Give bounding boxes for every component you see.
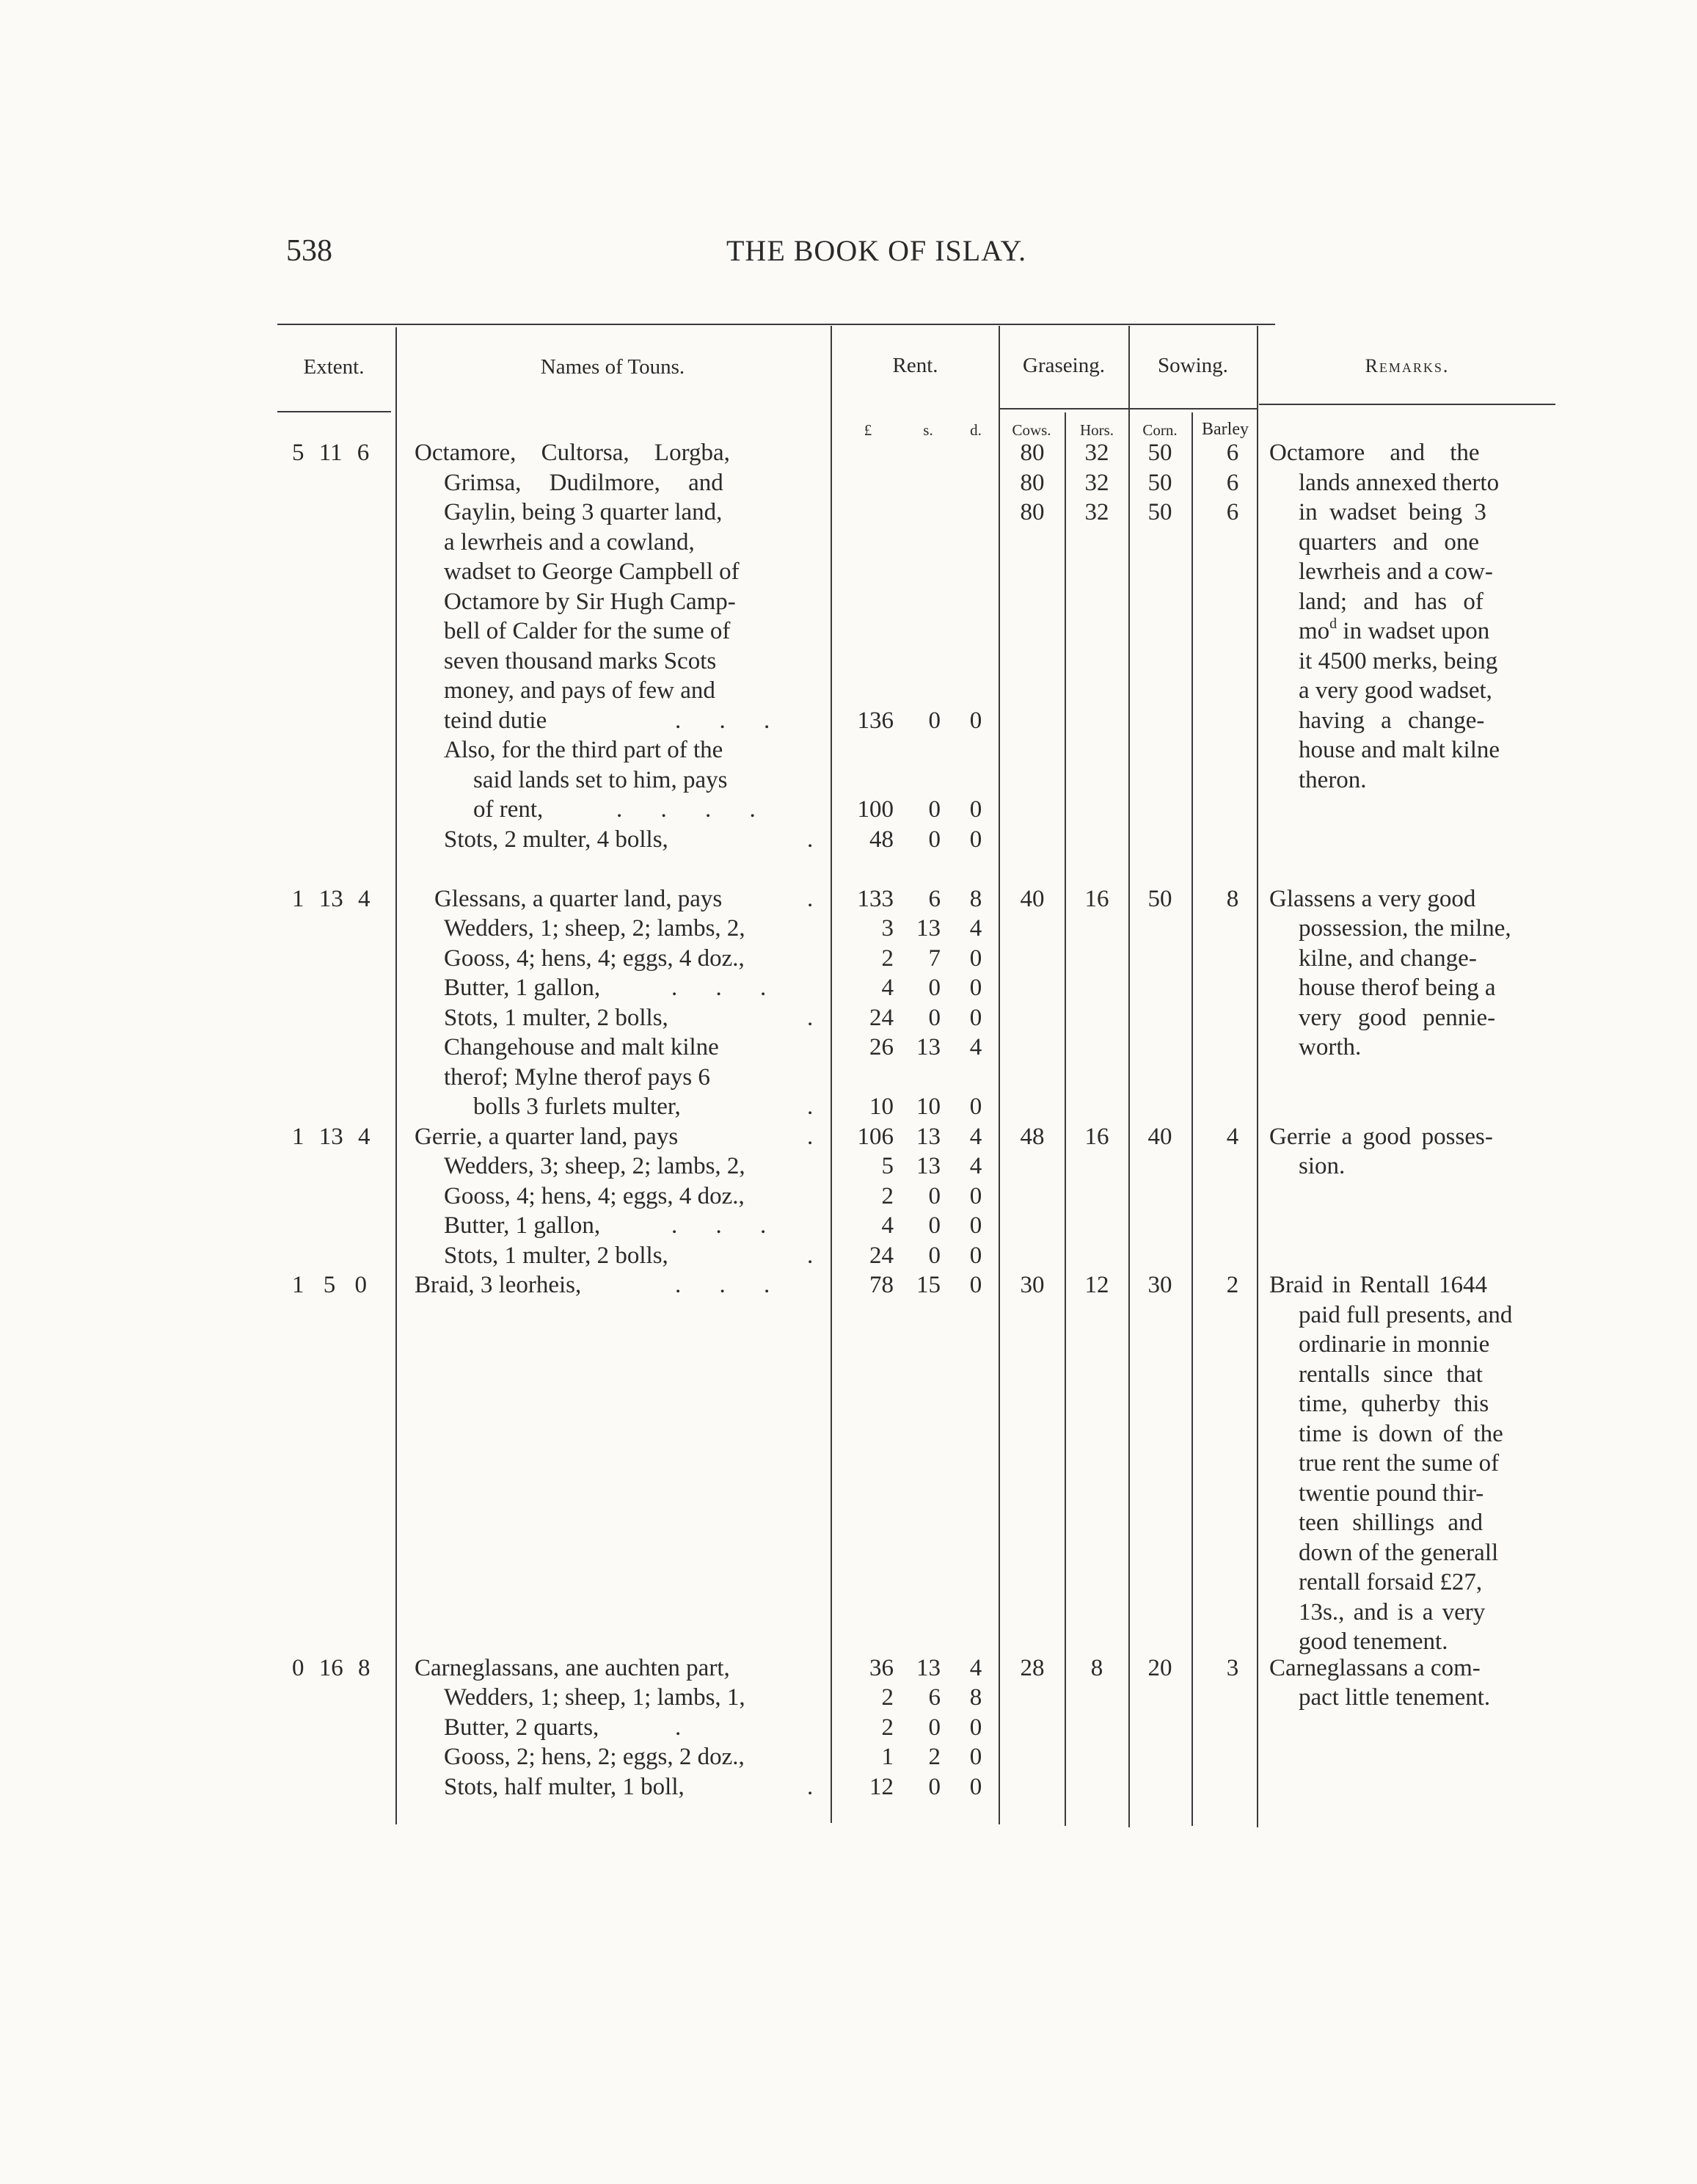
leader-dots: . bbox=[807, 1093, 830, 1120]
remarks-line: a very good wadset, bbox=[1299, 677, 1492, 704]
names-line: Changehouse and malt kilne bbox=[444, 1034, 719, 1060]
names-line: Butter, 1 gallon, bbox=[444, 975, 601, 1001]
col-divider-names bbox=[831, 326, 832, 1823]
hors-value: 16 bbox=[1084, 1124, 1109, 1150]
leader-dots: . . . bbox=[675, 1272, 787, 1298]
rent-pounds: 2 bbox=[881, 1714, 894, 1741]
rent-shillings: 0 bbox=[928, 1714, 941, 1741]
corn-value: 50 bbox=[1147, 499, 1172, 525]
rent-pence: 0 bbox=[969, 1272, 982, 1298]
rent-pounds: 5 bbox=[881, 1153, 894, 1179]
cows-value: 80 bbox=[1020, 499, 1045, 525]
leader-dots: . bbox=[807, 886, 830, 912]
running-head: THE BOOK OF ISLAY. bbox=[726, 234, 1027, 267]
rent-shillings: 2 bbox=[928, 1744, 941, 1770]
leader-dots: . . . bbox=[671, 1212, 783, 1239]
remarks-line: quarters and one bbox=[1299, 529, 1480, 556]
rent-pence: 0 bbox=[969, 707, 982, 734]
remarks-line: theron. bbox=[1299, 767, 1367, 793]
table-top-rule bbox=[277, 324, 1275, 325]
rent-shillings: 0 bbox=[928, 1005, 941, 1031]
col-divider-corn bbox=[1191, 412, 1193, 1826]
barley-value: 8 bbox=[1226, 886, 1239, 912]
rent-pounds: 133 bbox=[857, 886, 894, 912]
rent-pounds: 4 bbox=[881, 1212, 894, 1239]
remarks-line: having a change- bbox=[1299, 707, 1485, 734]
names-line: Also, for the third part of the bbox=[444, 737, 723, 763]
remarks-line: Braid in Rentall 1644 bbox=[1269, 1272, 1488, 1298]
rent-shillings: 13 bbox=[916, 1153, 941, 1179]
leader-dots: . . . bbox=[675, 707, 787, 734]
corn-value: 50 bbox=[1147, 440, 1172, 466]
names-line: Octamore by Sir Hugh Camp- bbox=[444, 589, 736, 615]
leader-dots: . bbox=[807, 1005, 830, 1031]
names-line: said lands set to him, pays bbox=[473, 767, 728, 793]
leader-dots: . bbox=[807, 1242, 830, 1269]
col-divider-sowing bbox=[1257, 326, 1258, 1827]
rent-pounds: 100 bbox=[857, 796, 894, 823]
rent-pence: 0 bbox=[969, 1005, 982, 1031]
header-graseing: Graseing. bbox=[1023, 354, 1105, 377]
extent-value: 1 13 4 bbox=[292, 1124, 371, 1150]
rent-pounds: 24 bbox=[869, 1005, 894, 1031]
remarks-line: worth. bbox=[1299, 1034, 1362, 1060]
names-line: Gaylin, being 3 quarter land, bbox=[444, 499, 723, 525]
hors-value: 32 bbox=[1084, 470, 1109, 496]
names-line: Wedders, 3; sheep, 2; lambs, 2, bbox=[444, 1153, 745, 1179]
barley-value: 4 bbox=[1226, 1124, 1239, 1150]
leader-dots: . . . . bbox=[616, 796, 772, 823]
col-divider-extent bbox=[395, 327, 397, 1824]
rent-pence: 4 bbox=[969, 915, 982, 942]
page-number: 538 bbox=[286, 234, 332, 268]
cows-value: 28 bbox=[1020, 1655, 1045, 1681]
rent-shillings: 13 bbox=[916, 1655, 941, 1681]
remarks-line: true rent the sume of bbox=[1299, 1450, 1500, 1477]
names-line: Stots, 1 multer, 2 bolls, bbox=[444, 1005, 668, 1031]
names-line: Stots, 1 multer, 2 bolls, bbox=[444, 1242, 668, 1269]
header-sowing: Sowing. bbox=[1158, 354, 1228, 377]
extent-header-rule bbox=[277, 411, 391, 412]
names-line: Stots, 2 multer, 4 bolls, bbox=[444, 826, 668, 853]
corn-value: 50 bbox=[1147, 886, 1172, 912]
names-line: Gooss, 4; hens, 4; eggs, 4 doz., bbox=[444, 945, 745, 972]
extent-value: 0 16 8 bbox=[292, 1655, 371, 1681]
leader-dots: . bbox=[807, 826, 830, 853]
names-line: teind dutie bbox=[444, 707, 547, 734]
header-pound: £ bbox=[864, 421, 872, 439]
header-remarks: Remarks. bbox=[1365, 355, 1450, 376]
corn-value: 50 bbox=[1147, 470, 1172, 496]
leader-dots: . bbox=[675, 1714, 698, 1741]
rent-pounds: 106 bbox=[857, 1124, 894, 1150]
rent-pence: 0 bbox=[969, 1093, 982, 1120]
rent-shillings: 6 bbox=[928, 886, 941, 912]
names-line: Gerrie, a quarter land, pays bbox=[415, 1124, 679, 1150]
remarks-line: teen shillings and bbox=[1299, 1510, 1483, 1536]
remarks-line-rest: in wadset upon bbox=[1337, 618, 1490, 644]
remarks-line: time is down of the bbox=[1299, 1421, 1503, 1447]
col-divider-rent bbox=[999, 326, 1000, 1824]
remarks-line: down of the generall bbox=[1299, 1540, 1499, 1566]
rent-shillings: 0 bbox=[928, 826, 941, 853]
rent-shillings: 7 bbox=[928, 945, 941, 972]
names-line: Grimsa, Dudilmore, and bbox=[444, 470, 723, 496]
remarks-line: lands annexed therto bbox=[1299, 470, 1500, 496]
barley-value: 6 bbox=[1226, 440, 1239, 466]
names-line: a lewrheis and a cowland, bbox=[444, 529, 695, 556]
names-line: Carneglassans, ane auchten part, bbox=[415, 1655, 730, 1681]
names-line: bell of Calder for the sume of bbox=[444, 618, 731, 644]
cows-value: 80 bbox=[1020, 470, 1045, 496]
rent-pounds: 10 bbox=[869, 1093, 894, 1120]
names-line: Glessans, a quarter land, pays bbox=[434, 886, 723, 912]
leader-dots: . bbox=[807, 1124, 830, 1150]
remarks-line: in wadset being 3 bbox=[1299, 499, 1486, 525]
names-line: Octamore, Cultorsa, Lorgba, bbox=[415, 440, 730, 466]
barley-value: 2 bbox=[1226, 1272, 1239, 1298]
hors-value: 32 bbox=[1084, 499, 1109, 525]
rent-shillings: 13 bbox=[916, 915, 941, 942]
leader-dots: . . . bbox=[671, 975, 783, 1001]
remarks-line: lewrheis and a cow- bbox=[1299, 558, 1493, 585]
cows-value: 80 bbox=[1020, 440, 1045, 466]
rent-pounds: 2 bbox=[881, 1684, 894, 1711]
header-shilling: s. bbox=[923, 421, 933, 439]
remarks-line: rentall forsaid £27, bbox=[1299, 1569, 1483, 1595]
rent-pence: 0 bbox=[969, 1183, 982, 1209]
rent-shillings: 10 bbox=[916, 1093, 941, 1120]
header-cows: Cows. bbox=[1012, 421, 1051, 439]
remarks-line: Octamore and the bbox=[1269, 440, 1480, 466]
rent-pounds: 136 bbox=[857, 707, 894, 734]
names-line: Gooss, 4; hens, 4; eggs, 4 doz., bbox=[444, 1183, 745, 1209]
remarks-line: Carneglassans a com- bbox=[1269, 1655, 1481, 1681]
remarks-line: very good pennie- bbox=[1299, 1005, 1496, 1031]
extent-value: 1 5 0 bbox=[292, 1272, 367, 1298]
rent-shillings: 0 bbox=[928, 1212, 941, 1239]
rent-pounds: 78 bbox=[869, 1272, 894, 1298]
rent-pence: 8 bbox=[969, 1684, 982, 1711]
corn-value: 40 bbox=[1147, 1124, 1172, 1150]
hors-value: 8 bbox=[1090, 1655, 1103, 1681]
names-line: wadset to George Campbell of bbox=[444, 558, 740, 585]
header-names: Names of Touns. bbox=[540, 355, 685, 379]
cows-value: 40 bbox=[1020, 886, 1045, 912]
header-hors: Hors. bbox=[1079, 421, 1114, 439]
remarks-line: it 4500 merks, being bbox=[1299, 648, 1498, 674]
names-line: Braid, 3 leorheis, bbox=[415, 1272, 582, 1298]
remarks-line: Glassens a very good bbox=[1269, 886, 1476, 912]
corn-value: 30 bbox=[1147, 1272, 1172, 1298]
names-line: Gooss, 2; hens, 2; eggs, 2 doz., bbox=[444, 1744, 745, 1770]
barley-value: 6 bbox=[1226, 470, 1239, 496]
rent-shillings: 0 bbox=[928, 707, 941, 734]
rent-pence: 0 bbox=[969, 826, 982, 853]
remarks-line: house and malt kilne bbox=[1299, 737, 1500, 763]
remarks-line: land; and has of bbox=[1299, 589, 1483, 615]
rent-pence: 0 bbox=[969, 975, 982, 1001]
rent-pence: 0 bbox=[969, 1774, 982, 1800]
rent-pence: 4 bbox=[969, 1655, 982, 1681]
remarks-line: paid full presents, and bbox=[1299, 1302, 1513, 1328]
rent-pounds: 1 bbox=[881, 1744, 894, 1770]
hors-value: 16 bbox=[1084, 886, 1109, 912]
rent-pounds: 48 bbox=[869, 826, 894, 853]
rent-pence: 4 bbox=[969, 1124, 982, 1150]
corn-value: 20 bbox=[1147, 1655, 1172, 1681]
rent-shillings: 0 bbox=[928, 796, 941, 823]
rent-pounds: 36 bbox=[869, 1655, 894, 1681]
leader-dots: . bbox=[807, 1774, 830, 1800]
remarks-superscript: d bbox=[1329, 616, 1337, 632]
names-line: Butter, 2 quarts, bbox=[444, 1714, 599, 1741]
rent-pence: 0 bbox=[969, 1242, 982, 1269]
rent-shillings: 0 bbox=[928, 1774, 941, 1800]
rent-pence: 0 bbox=[969, 1744, 982, 1770]
names-line: bolls 3 furlets multer, bbox=[473, 1093, 681, 1120]
names-line: Wedders, 1; sheep, 1; lambs, 1, bbox=[444, 1684, 745, 1711]
remarks-line: pact little tenement. bbox=[1299, 1684, 1491, 1711]
remarks-line: sion. bbox=[1299, 1153, 1346, 1179]
remarks-line: Gerrie a good posses- bbox=[1269, 1124, 1493, 1150]
cows-value: 30 bbox=[1020, 1272, 1045, 1298]
rent-shillings: 0 bbox=[928, 975, 941, 1001]
rent-pounds: 2 bbox=[881, 945, 894, 972]
rent-pence: 0 bbox=[969, 1714, 982, 1741]
col-divider-graseing bbox=[1128, 326, 1130, 1827]
names-line: therof; Mylne therof pays 6 bbox=[444, 1064, 710, 1091]
header-extent: Extent. bbox=[303, 355, 365, 379]
rent-shillings: 13 bbox=[916, 1034, 941, 1060]
rent-shillings: 15 bbox=[916, 1272, 941, 1298]
rent-pence: 8 bbox=[969, 886, 982, 912]
rent-shillings: 6 bbox=[928, 1684, 941, 1711]
remarks-header-rule bbox=[1259, 404, 1555, 405]
remarks-line: kilne, and change- bbox=[1299, 945, 1477, 972]
header-penny: d. bbox=[970, 421, 982, 439]
rent-shillings: 0 bbox=[928, 1183, 941, 1209]
remarks-line: ordinarie in monnie bbox=[1299, 1331, 1490, 1358]
names-line: seven thousand marks Scots bbox=[444, 648, 717, 674]
cows-value: 48 bbox=[1020, 1124, 1045, 1150]
extent-value: 5 11 6 bbox=[292, 440, 370, 466]
rent-pence: 4 bbox=[969, 1034, 982, 1060]
names-line: Butter, 1 gallon, bbox=[444, 1212, 601, 1239]
remarks-line: good tenement. bbox=[1299, 1628, 1448, 1655]
header-barley: Barley bbox=[1202, 420, 1249, 439]
rent-pounds: 12 bbox=[869, 1774, 894, 1800]
rent-pounds: 24 bbox=[869, 1242, 894, 1269]
rent-pounds: 2 bbox=[881, 1183, 894, 1209]
remarks-line: twentie pound thir- bbox=[1299, 1480, 1484, 1507]
remarks-line: rentalls since that bbox=[1299, 1361, 1483, 1388]
hors-value: 12 bbox=[1084, 1272, 1109, 1298]
remarks-line bbox=[1299, 616, 1489, 646]
remarks-line: 13s., and is a very bbox=[1299, 1599, 1486, 1626]
remarks-abbrev: mo bbox=[1299, 618, 1330, 644]
rent-pence: 0 bbox=[969, 945, 982, 972]
rent-pounds: 4 bbox=[881, 975, 894, 1001]
rent-pence: 0 bbox=[969, 1212, 982, 1239]
hors-value: 32 bbox=[1084, 440, 1109, 466]
barley-value: 3 bbox=[1226, 1655, 1239, 1681]
rent-shillings: 0 bbox=[928, 1242, 941, 1269]
remarks-line: time, quherby this bbox=[1299, 1391, 1489, 1417]
barley-value: 6 bbox=[1226, 499, 1239, 525]
names-line: money, and pays of few and bbox=[444, 677, 715, 704]
rent-pence: 4 bbox=[969, 1153, 982, 1179]
remarks-line: house therof being a bbox=[1299, 975, 1496, 1001]
names-line: Wedders, 1; sheep, 2; lambs, 2, bbox=[444, 915, 745, 942]
names-line: of rent, bbox=[473, 796, 544, 823]
header-corn: Corn. bbox=[1142, 421, 1178, 439]
rent-pounds: 3 bbox=[881, 915, 894, 942]
rent-shillings: 13 bbox=[916, 1124, 941, 1150]
col-divider-cows bbox=[1065, 412, 1066, 1826]
remarks-line: possession, the milne, bbox=[1299, 915, 1511, 942]
rent-pence: 0 bbox=[969, 796, 982, 823]
header-rent: Rent. bbox=[892, 354, 938, 377]
names-line: Stots, half multer, 1 boll, bbox=[444, 1774, 685, 1800]
rent-pounds: 26 bbox=[869, 1034, 894, 1060]
extent-value: 1 13 4 bbox=[292, 886, 371, 912]
